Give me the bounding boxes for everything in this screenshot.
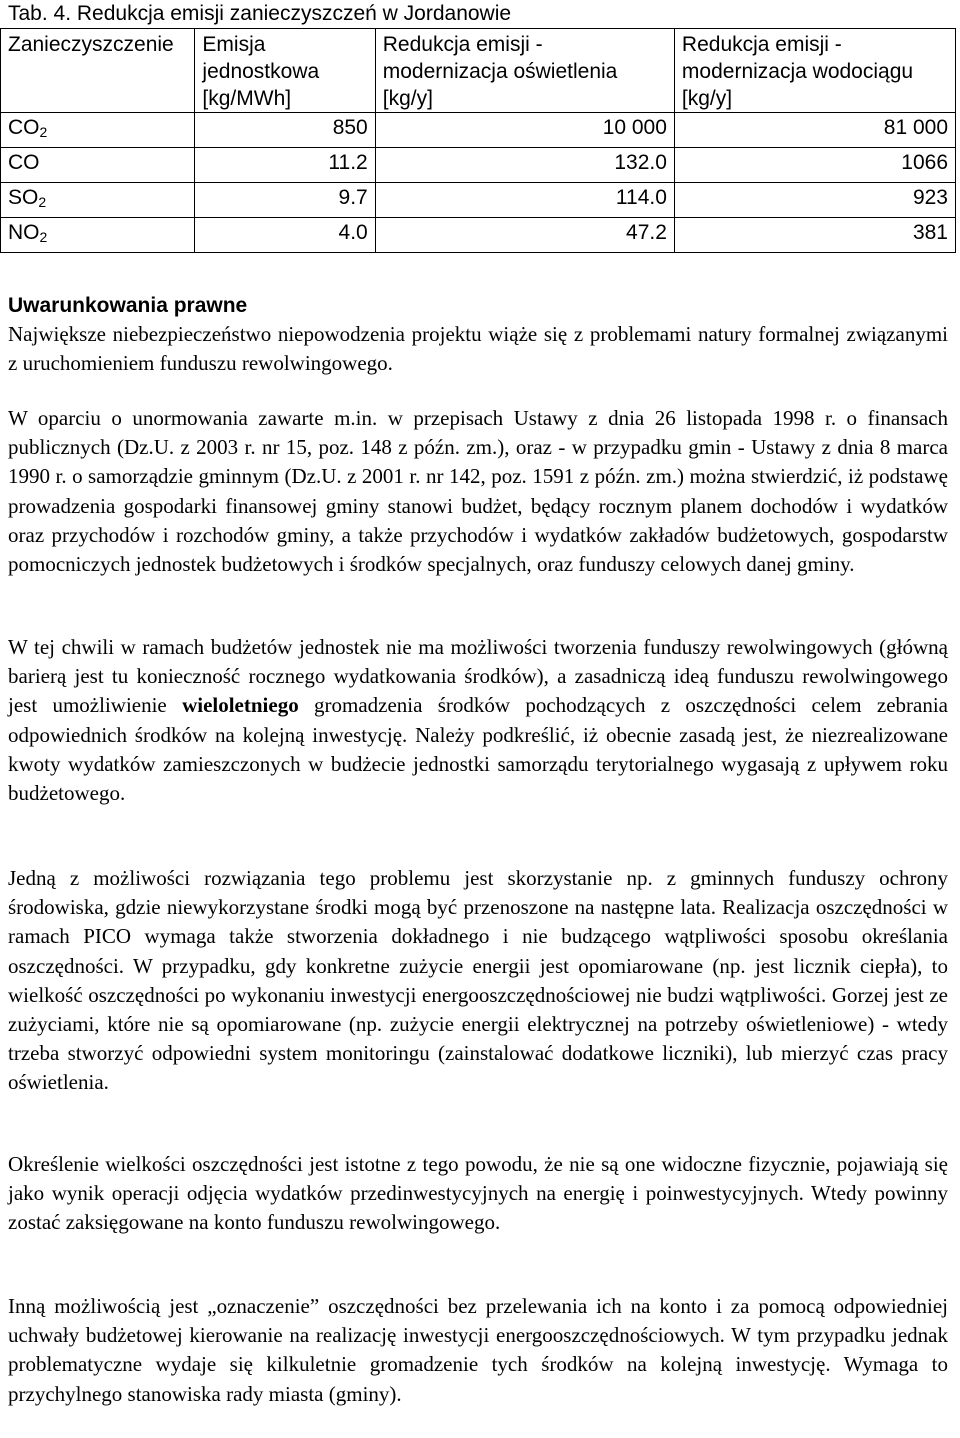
- section-text: [8, 291, 948, 379]
- waterworks-reduction-cell: 81 000: [674, 113, 955, 148]
- header-line: modernizacja wodociągu: [681, 60, 914, 83]
- waterworks-reduction-cell: 381: [674, 218, 955, 253]
- header-cell-unit-emission: [195, 29, 375, 113]
- waterworks-reduction-cell: 1066: [674, 148, 955, 183]
- pollutant-cell: [1, 183, 195, 218]
- pollutant-cell: [1, 148, 195, 183]
- paragraph-text: gromadzenia środków pochodzących z oszczędności celem zebrania odpowiednich środków na kolejną inwestycję. Należy podkreślić, iż obecnie zasadą jest, że niezrealizowane kwoty wydatków zamieszczonych w budżecie jednostki samorządu terytorialnego wygasają z upływem roku budżetowego.: [8, 693, 948, 806]
- pollutant-name: SO: [8, 186, 39, 209]
- header-cell-pollutant: [1, 29, 195, 113]
- header-line: [kg/MWh]: [202, 87, 292, 110]
- paragraph: W oparciu o unormowania zawarte m.in. w przepisach Ustawy z dnia 26 listopada 1998 r. o finansach publicznych (Dz.U. z 2003 r. nr 15, poz. 148 z późn. zm.), oraz - w przypadku gmin - Ustawy z dnia 8 marca 1990 r. o samorządzie gminnym (Dz.U. z 2001 r. nr 142, poz. 1591 z późn. zm.) można stwierdzić, iż podstawę prowadzenia gospodarki finansowej gminy stanowi budżet, będący rocznym planem dochodów i wydatków oraz przychodów i rozchodów gminy, a także przychodów i wydatków zakładów budżetowych, gospodarstw pomocniczych jednostek budżetowych i środków specjalnych, oraz funduszy celowych danej gminy.: [8, 406, 948, 577]
- paragraph: Inną możliwością jest „oznaczenie” oszczędności bez przelewania ich na konto i za pomocą odpowiedniej uchwały budżetowej kierowanie na realizację inwestycji energooszczędnościowych. W tym przypadku jednak problematyczne wydaje się kilkuletnie gromadzenie tych środków na kolejną inwestycję. Wymaga to przychylnego stanowiska rady miasta (gminy).: [8, 1294, 948, 1406]
- unit-emission-cell: 9.7: [195, 183, 375, 218]
- emissions-table: [0, 28, 956, 253]
- table-row: [1, 218, 956, 253]
- pollutant-subscript: 2: [39, 229, 48, 245]
- table-header-row: [1, 29, 956, 113]
- pollutant-cell: [1, 113, 195, 148]
- header-line: Redukcja emisji -: [681, 33, 842, 56]
- table-caption: Tab. 4. Redukcja emisji zanieczyszczeń w Jordanowie: [8, 2, 512, 25]
- paragraph: Określenie wielkości oszczędności jest istotne z tego powodu, że nie są one widoczne fizycznie, pojawiają się jako wynik operacji odjęcia wydatków przedinwestycyjnych na energię i poinwestycyjnych. Wtedy powinny zostać zaksięgowane na konto funduszu rewolwingowego.: [8, 1152, 948, 1235]
- pollutant-name: NO: [8, 221, 40, 244]
- section-heading: Uwarunkowania prawne: [8, 294, 248, 317]
- paragraph-text: W tej chwili w ramach budżetów jednostek nie ma możliwości tworzenia funduszy rewolwingowych (główną barierą jest tu konieczność rocznego wydatkowania środków), a zasadniczą ideą funduszu rewolwingowego jest umożliwienie: [8, 635, 948, 718]
- header-line: Redukcja emisji -: [382, 33, 543, 56]
- lighting-reduction-cell: 114.0: [375, 183, 674, 218]
- pollutant-cell: [1, 218, 195, 253]
- table-row: [1, 113, 956, 148]
- table-row: [1, 148, 956, 183]
- paragraph: Największe niebezpieczeństwo niepowodzenia projektu wiąże się z problemami natury formalnej związanymi z uruchomieniem funduszu rewolwingowego.: [8, 322, 948, 376]
- pollutant-name: CO: [8, 116, 40, 139]
- header-line: [kg/y]: [382, 87, 433, 110]
- waterworks-reduction-cell: 923: [674, 183, 955, 218]
- pollutant-subscript: 2: [38, 194, 47, 210]
- lighting-reduction-cell: 10 000: [375, 113, 674, 148]
- lighting-reduction-cell: 47.2: [375, 218, 674, 253]
- header-line: modernizacja oświetlenia: [382, 60, 618, 83]
- unit-emission-cell: 850: [195, 113, 375, 148]
- unit-emission-cell: 11.2: [195, 148, 375, 183]
- header-line: jednostkowa: [202, 60, 320, 83]
- paragraph: Jedną z możliwości rozwiązania tego problemu jest skorzystanie np. z gminnych funduszy ochrony środowiska, gdzie niewykorzystane środki mogą być przenoszone na następne lata. Realizacja oszczędności w ramach PICO wymaga także stworzenia dokładnego i nie budzącego wątpliwości sposobu określania oszczędności. W przypadku, gdy konkretne zużycie energii jest opomiarowane (np. jest licznik ciepła), to wielkość oszczędności po wykonaniu inwestycji energooszczędnościowej nie budzi wątpliwości. Gorzej jest ze zużyciami, które nie są opomiarowane (np. zużycie energii elektrycznej na potrzeby oświetleniowe) - wtedy trzeba stworzyć odpowiedni system monitoringu (zainstalować dodatkowe liczniki), lub mierzyć czas pracy oświetlenia.: [8, 866, 948, 1095]
- pollutant-subscript: 2: [39, 124, 48, 140]
- unit-emission-cell: 4.0: [195, 218, 375, 253]
- header-cell-waterworks-reduction: [674, 29, 955, 113]
- header-line: Zanieczyszczenie: [8, 33, 174, 56]
- header-line: [kg/y]: [681, 87, 733, 110]
- paragraph: [8, 633, 948, 808]
- emphasized-word: wieloletniego: [182, 693, 299, 718]
- pollutant-name: CO: [8, 151, 40, 174]
- header-cell-lighting-reduction: [375, 29, 674, 113]
- table-row: [1, 183, 956, 218]
- lighting-reduction-cell: 132.0: [375, 148, 674, 183]
- header-line: Emisja: [202, 33, 266, 56]
